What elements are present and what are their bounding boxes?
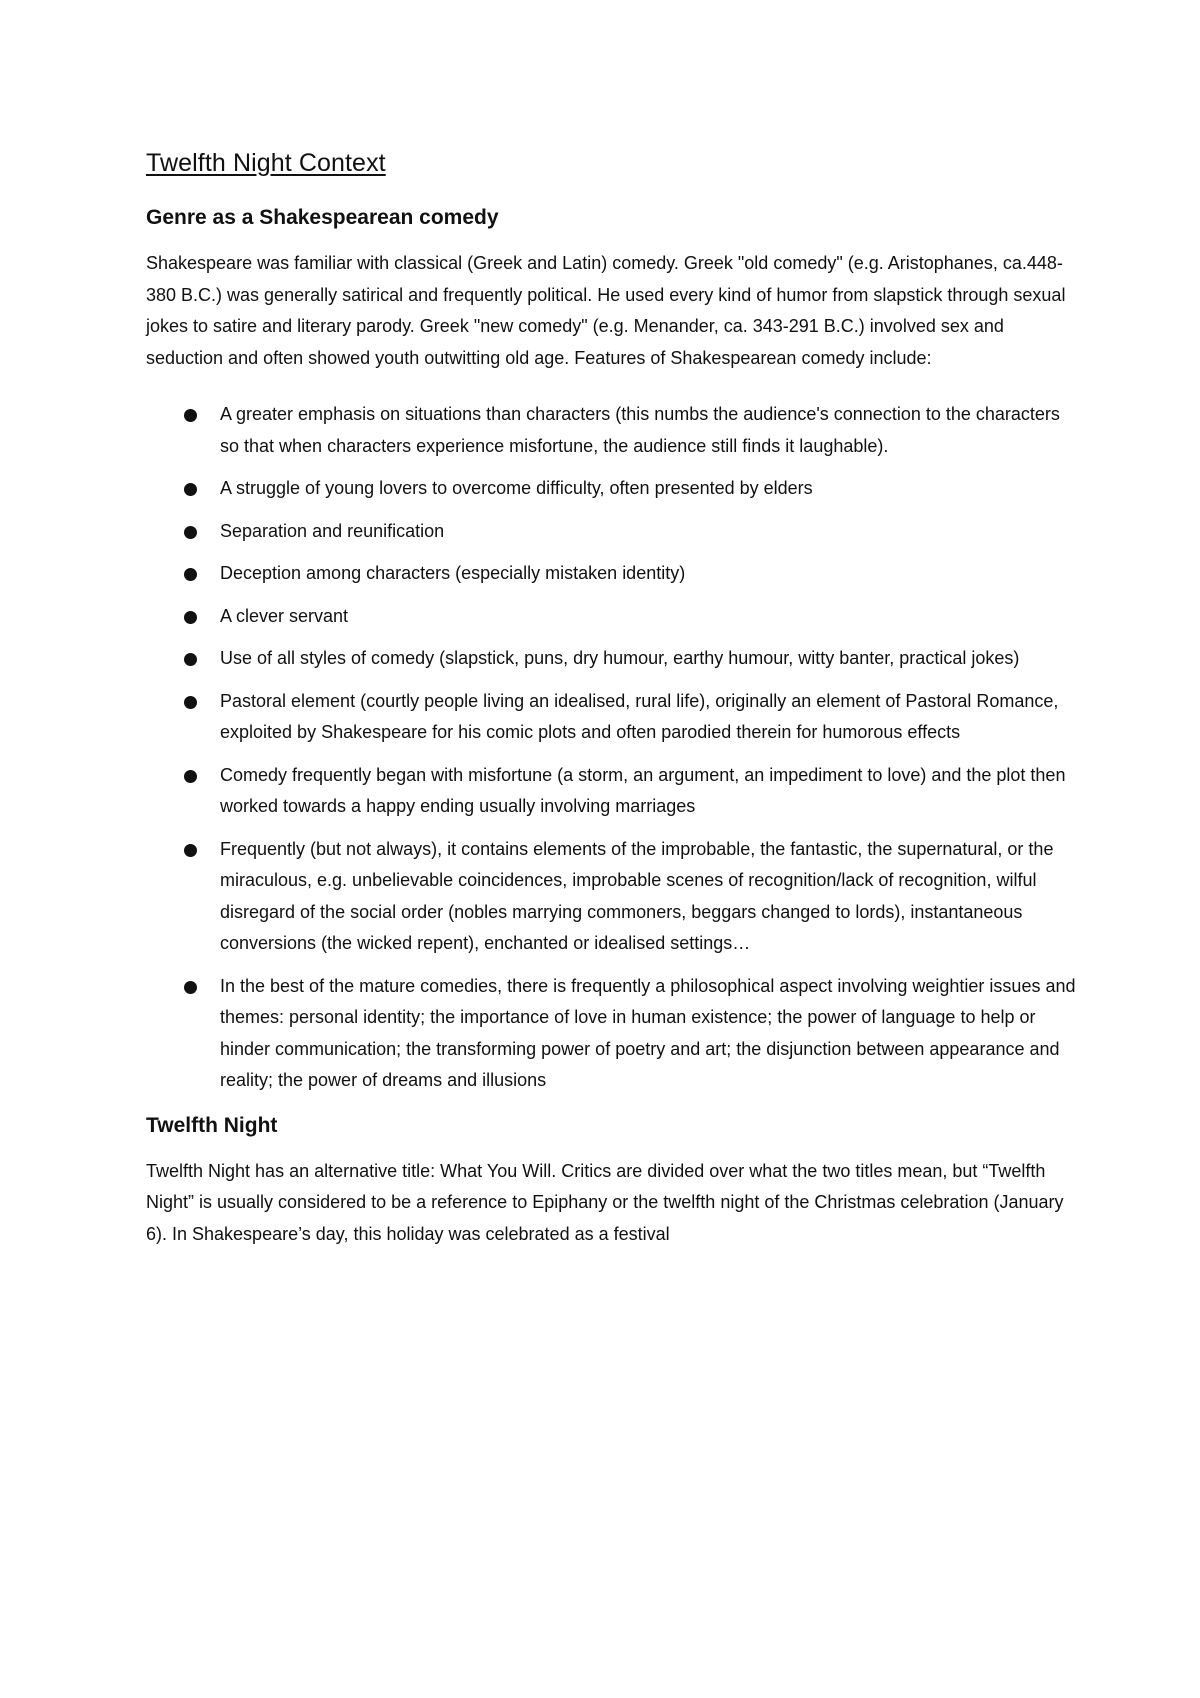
list-item-text: Deception among characters (especially mistaken identity) bbox=[220, 563, 686, 584]
list-item bbox=[146, 971, 1076, 1097]
list-item bbox=[146, 643, 1076, 675]
list-item bbox=[146, 516, 1076, 548]
list-item-text: Separation and reunification bbox=[220, 520, 445, 541]
list-item bbox=[146, 834, 1076, 960]
bullet-icon bbox=[184, 526, 197, 539]
list-item-text: Pastoral element (courtly people living an idealised, rural life), originally an element of Pastoral Romance, exploited by Shakespeare for his comic plots and often parodied therein for humorous effects bbox=[220, 690, 1059, 743]
features-list bbox=[146, 399, 1076, 1097]
list-item bbox=[146, 601, 1076, 633]
twelfth-night-paragraph: Twelfth Night has an alternative title: What You Will. Critics are divided over what the two titles mean, but “Twelfth Night” is usually considered to be a reference to Epiphany or the twelfth night of the Christmas celebration (January 6). In Shakespeare’s day, this holiday was celebrated as a festival bbox=[146, 1160, 1064, 1244]
bullet-icon bbox=[184, 770, 197, 783]
list-item-text: A clever servant bbox=[220, 605, 349, 626]
bullet-icon bbox=[184, 568, 197, 581]
list-item bbox=[146, 760, 1076, 823]
list-item-text: In the best of the mature comedies, there is frequently a philosophical aspect involving weightier issues and themes: personal identity; the importance of love in human existence; the power of language to help or hinder communication; the transforming power of poetry and art; the disjunction between appearance and reality; the power of dreams and illusions bbox=[220, 975, 1076, 1091]
bullet-icon bbox=[184, 981, 197, 994]
list-item-text: Comedy frequently began with misfortune (a storm, an argument, an impediment to love) and the plot then worked towards a happy ending usually involving marriages bbox=[220, 764, 1066, 817]
list-item bbox=[146, 399, 1076, 462]
document-title: Twelfth Night Context bbox=[146, 149, 386, 177]
list-item bbox=[146, 473, 1076, 505]
list-item-text: Frequently (but not always), it contains elements of the improbable, the fantastic, the supernatural, or the miraculous, e.g. unbelievable coincidences, improbable scenes of recognition/lack of recognition, wilful disregard of the social order (nobles marrying commoners, beggars changed to lords), instantaneous conversions (the wicked repent), enchanted or idealised settings… bbox=[220, 838, 1054, 954]
bullet-icon bbox=[184, 653, 197, 666]
section-heading-genre: Genre as a Shakespearean comedy bbox=[146, 206, 499, 229]
document-page bbox=[146, 140, 1076, 1250]
list-item bbox=[146, 686, 1076, 749]
bullet-icon bbox=[184, 483, 197, 496]
bullet-icon bbox=[184, 844, 197, 857]
genre-intro-paragraph: Shakespeare was familiar with classical (Greek and Latin) comedy. Greek "old comedy" (e.g. Aristophanes, ca.448-380 B.C.) was generally satirical and frequently political. He used every kind of humor from slapstick through sexual jokes to satire and literary parody. Greek "new comedy" (e.g. Menander, ca. 343-291 B.C.) involved sex and seduction and often showed youth outwitting old age. Features of Shakespearean comedy include: bbox=[146, 253, 1066, 368]
bullet-icon bbox=[184, 696, 197, 709]
bullet-icon bbox=[184, 611, 197, 624]
features-list-container bbox=[146, 399, 1076, 1097]
list-item-text: A greater emphasis on situations than characters (this numbs the audience's connection to the characters so that when characters experience misfortune, the audience still finds it laughable). bbox=[220, 404, 1060, 456]
bullet-icon bbox=[184, 409, 197, 422]
list-item-text: Use of all styles of comedy (slapstick, puns, dry humour, earthy humour, witty banter, practical jokes) bbox=[220, 648, 1020, 669]
list-item bbox=[146, 558, 1076, 590]
list-item-text: A struggle of young lovers to overcome difficulty, often presented by elders bbox=[220, 478, 813, 499]
section-heading-twelfth-night: Twelfth Night bbox=[146, 1113, 278, 1137]
